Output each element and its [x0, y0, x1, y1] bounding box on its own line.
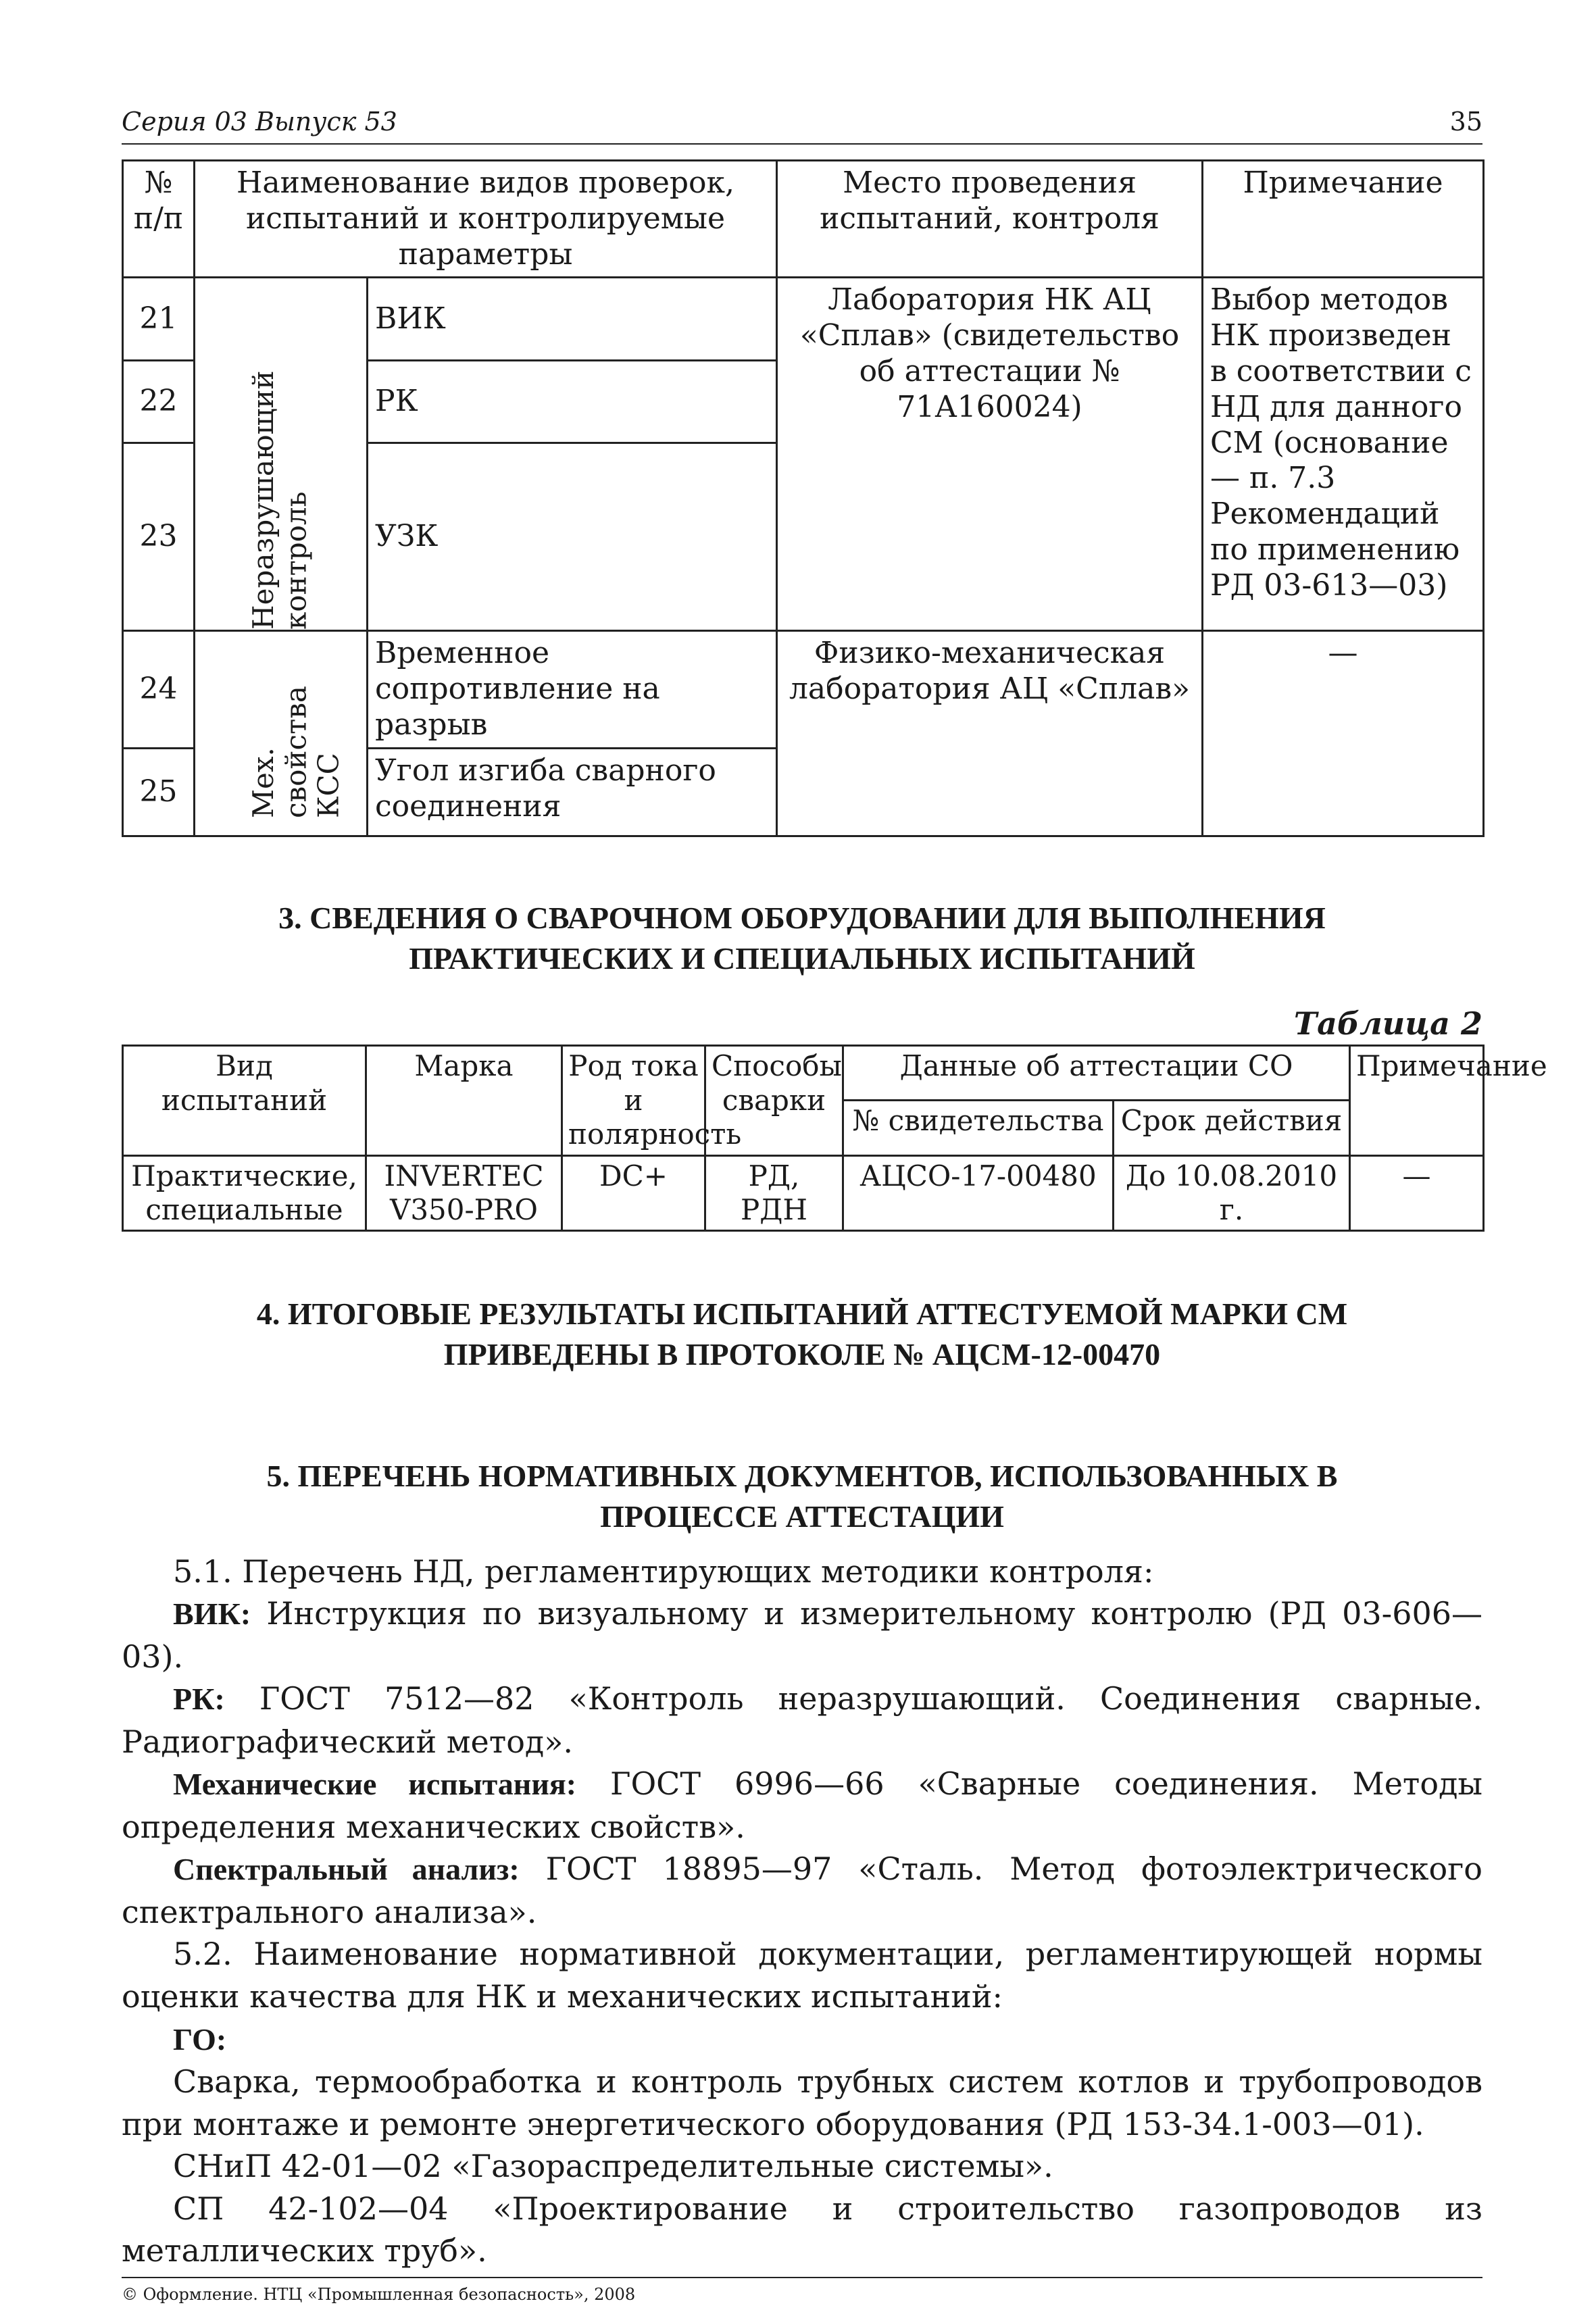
section-4-title: 4. ИТОГОВЫЕ РЕЗУЛЬТАТЫ ИСПЫТАНИЙ АТТЕСТУЕМОЙ МАРКИ СМ ПРИВЕДЕНЫ В ПРОТОКОЛЕ № АЦСМ-12-00470	[256, 1297, 1348, 1372]
col-name: Наименование видов проверок, испытаний и контролируемые параметры	[195, 161, 777, 278]
col-cert-number: № свидетельства	[843, 1101, 1114, 1155]
para-mech: Механические испытания: ГОСТ 6996—66 «Сварные соединения. Методы определения механических свойств».	[122, 1765, 1482, 1845]
label-go: ГО:	[173, 2021, 227, 2057]
para-5-1: 5.1. Перечень НД, регламентирующих методики контроля:	[173, 1553, 1154, 1590]
group-mechanical	[195, 631, 368, 836]
para-vik: ВИК: Инструкция по визуальному и измерительному контролю (РД 03-606—03).	[122, 1595, 1482, 1675]
note-mech: —	[1203, 631, 1484, 836]
group-label: Неразрушающий контроль	[246, 370, 312, 630]
row-number: 24	[123, 631, 195, 748]
group-label: Мех. свойства КСС	[246, 685, 345, 818]
cell-methods: РД, РДН	[705, 1155, 843, 1231]
running-header	[122, 101, 1482, 145]
col-validity: Срок действия	[1114, 1101, 1350, 1155]
tests-table	[122, 159, 1485, 837]
page-number: 35	[1449, 107, 1482, 136]
cell-validity: До 10.08.2010 г.	[1114, 1155, 1350, 1231]
section-3-title: 3. СВЕДЕНИЯ О СВАРОЧНОМ ОБОРУДОВАНИИ ДЛЯ ВЫПОЛНЕНИЯ ПРАКТИЧЕСКИХ И СПЕЦИАЛЬНЫХ ИСПЫТАНИЙ	[278, 900, 1326, 976]
col-current: Род тока и полярность	[562, 1046, 705, 1155]
row-name: УЗК	[368, 443, 777, 631]
series-label: Серия 03 Выпуск 53	[122, 107, 397, 136]
col-note: Примечание	[1203, 161, 1484, 278]
label-vik: ВИК:	[173, 1596, 251, 1632]
para-go-2: СНиП 42-01—02 «Газораспределительные системы».	[173, 2148, 1053, 2185]
row-number: 25	[123, 748, 195, 836]
group-nondestructive	[195, 278, 368, 631]
row-number: 22	[123, 360, 195, 443]
place-nk: Лаборатория НК АЦ «Сплав» (свидетельство об аттестации № 71А160024)	[777, 278, 1203, 631]
table-row	[123, 278, 1484, 360]
row-name: РК	[368, 360, 777, 443]
cell-cert-number: АЦСО-17-00480	[843, 1155, 1114, 1231]
col-number: № п/п	[123, 161, 195, 278]
col-mark: Марка	[366, 1046, 562, 1155]
para-5-2: 5.2. Наименование нормативной документации, регламентирующей нормы оценки качества для НК и механических испытаний:	[122, 1936, 1482, 2015]
section-5-title: 5. ПЕРЕЧЕНЬ НОРМАТИВНЫХ ДОКУМЕНТОВ, ИСПОЛЬЗОВАННЫХ В ПРОЦЕССЕ АТТЕСТАЦИИ	[266, 1458, 1338, 1534]
table-2-caption: Таблица 2	[1293, 1005, 1482, 1042]
row-name: ВИК	[368, 278, 777, 360]
table-row	[123, 1155, 1484, 1231]
para-go-label	[122, 2018, 1482, 2061]
note-nk: Выбор методов НК произведен в соответствии с НД для данного СМ (основание — п. 7.3 Рекомендаций по применению РД 03-613—03)	[1203, 278, 1484, 631]
label-spec: Спектральный анализ:	[173, 1852, 520, 1887]
row-number: 23	[123, 443, 195, 631]
table-header-row	[123, 1046, 1484, 1101]
place-mech: Физико-механическая лаборатория АЦ «Сплав»	[777, 631, 1203, 836]
col-certification: Данные об аттестации СО	[843, 1046, 1350, 1101]
para-go-1: Сварка, термообработка и контроль трубных систем котлов и трубопроводов при монтаже и ремонте энергетического оборудования (РД 153-34.1-003—01).	[122, 2063, 1482, 2142]
row-name: Временное сопротивление на разрыв	[368, 631, 777, 748]
table-header-row	[123, 161, 1484, 278]
col-test-type: Вид испытаний	[123, 1046, 366, 1155]
label-mech: Механические испытания:	[173, 1767, 577, 1802]
cell-note: —	[1350, 1155, 1484, 1231]
equipment-table	[122, 1045, 1547, 1232]
cell-current: DC+	[562, 1155, 705, 1231]
page	[122, 101, 1547, 2272]
row-name: Угол изгиба сварного соединения	[368, 748, 777, 836]
col-methods: Способы сварки	[705, 1046, 843, 1155]
col-place: Место проведения испытаний, контроля	[777, 161, 1203, 278]
para-go-3: СП 42-102—04 «Проектирование и строительство газопроводов из металлических труб».	[122, 2190, 1482, 2269]
col-note: Примечание	[1350, 1046, 1484, 1155]
cell-mark: INVERTEC V350-PRO	[366, 1155, 562, 1231]
cell-test-type: Практические, специальные	[123, 1155, 366, 1231]
para-rk: РК: ГОСТ 7512—82 «Контроль неразрушающий. Соединения сварные. Радиографический метод».	[122, 1680, 1482, 1760]
para-spec: Спектральный анализ: ГОСТ 18895—97 «Сталь. Метод фотоэлектрического спектрального анализа».	[122, 1851, 1482, 1930]
label-rk: РК:	[173, 1682, 225, 1717]
row-number: 21	[123, 278, 195, 360]
footer: © Оформление. НТЦ «Промышленная безопасность», 2008	[122, 2277, 1482, 2304]
table-row	[123, 631, 1484, 748]
